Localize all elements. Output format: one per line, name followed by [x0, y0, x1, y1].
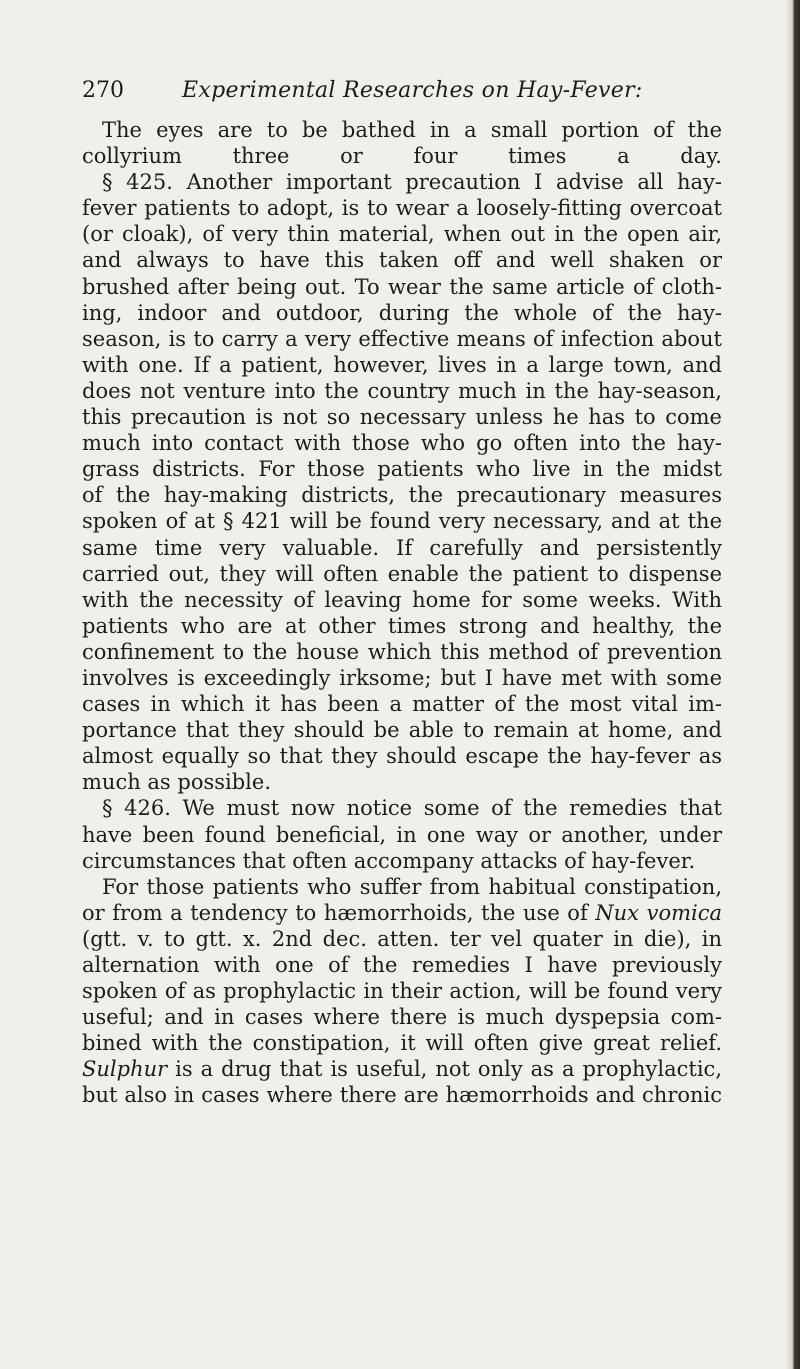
text-line: spoken of as prophylactic in their action, will be found very	[82, 979, 722, 1004]
text-line: or from a tendency to hæmorrhoids, the use of Nux vomica	[82, 900, 722, 925]
text-line: much as possible.	[82, 770, 271, 795]
page-number: 270	[82, 78, 124, 103]
text-line: bined with the constipation, it will often give great relief.	[82, 1031, 722, 1056]
text-line: confinement to the house which this method of prevention	[82, 639, 722, 664]
text-line: spoken of at § 421 will be found very necessary, and at the	[82, 509, 722, 534]
text-line: For those patients who suffer from habitual constipation,	[102, 874, 722, 899]
text-line: § 426. We must now notice some of the remedies that	[102, 796, 722, 821]
text-line: cases in which it has been a matter of the most vital im-	[82, 692, 722, 717]
text-line: of the hay-making districts, the precautionary measures	[82, 483, 722, 508]
text-line: alternation with one of the remedies I have previously	[82, 953, 722, 977]
text-line: have been found beneficial, in one way or another, under	[82, 822, 722, 847]
text-line: (gtt. v. to gtt. x. 2nd dec. atten. ter vel quater in die), in	[82, 926, 722, 951]
page-edge-shadow	[786, 0, 800, 1369]
text-line: with one. If a patient, however, lives in a large town, and	[82, 352, 722, 377]
text-line: fever patients to adopt, is to wear a loosely-fitting overcoat	[82, 196, 722, 221]
text-line: Sulphur is a drug that is useful, not only as a prophylactic,	[82, 1057, 722, 1082]
text-line: collyrium three or four times a day.	[82, 144, 722, 169]
text-line: but also in cases where there are hæmorrhoids and chronic	[82, 1083, 722, 1108]
text-line: involves is exceedingly irksome; but I have met with some	[82, 665, 722, 690]
text-line: portance that they should be able to remain at home, and	[82, 718, 722, 743]
text-line: much into contact with those who go often into the hay-	[82, 431, 722, 456]
body-text	[82, 117, 722, 1109]
text-line: (or cloak), of very thin material, when out in the open air,	[82, 222, 722, 247]
text-line: and always to have this taken off and well shaken or	[82, 248, 722, 273]
text-line: same time very valuable. If carefully and persistently	[82, 535, 722, 560]
text-line: carried out, they will often enable the patient to dispense	[82, 561, 722, 586]
text-line: useful; and in cases where there is much dyspepsia com-	[82, 1005, 722, 1030]
running-title: Experimental Researches on Hay-Fever:	[182, 78, 643, 103]
text-line: ing, indoor and outdoor, during the whole of the hay-	[82, 300, 722, 325]
text-line: brushed after being out. To wear the same article of cloth-	[82, 274, 722, 299]
text-line: this precaution is not so necessary unless he has to come	[82, 405, 722, 430]
text-line: circumstances that often accompany attacks of hay-fever.	[82, 848, 696, 873]
text-line: patients who are at other times strong and healthy, the	[82, 613, 722, 638]
text-line: grass districts. For those patients who live in the midst	[82, 457, 722, 482]
text-line: § 425. Another important precaution I advise all hay-	[102, 170, 722, 195]
text-line: season, is to carry a very effective means of infection about	[82, 326, 722, 351]
text-line: with the necessity of leaving home for some weeks. With	[82, 587, 722, 612]
text-line: almost equally so that they should escape the hay-fever as	[82, 744, 722, 769]
text-line: The eyes are to be bathed in a small portion of the	[102, 118, 722, 142]
text-line: does not venture into the country much in the hay-season,	[82, 378, 722, 403]
page-header	[82, 76, 722, 106]
